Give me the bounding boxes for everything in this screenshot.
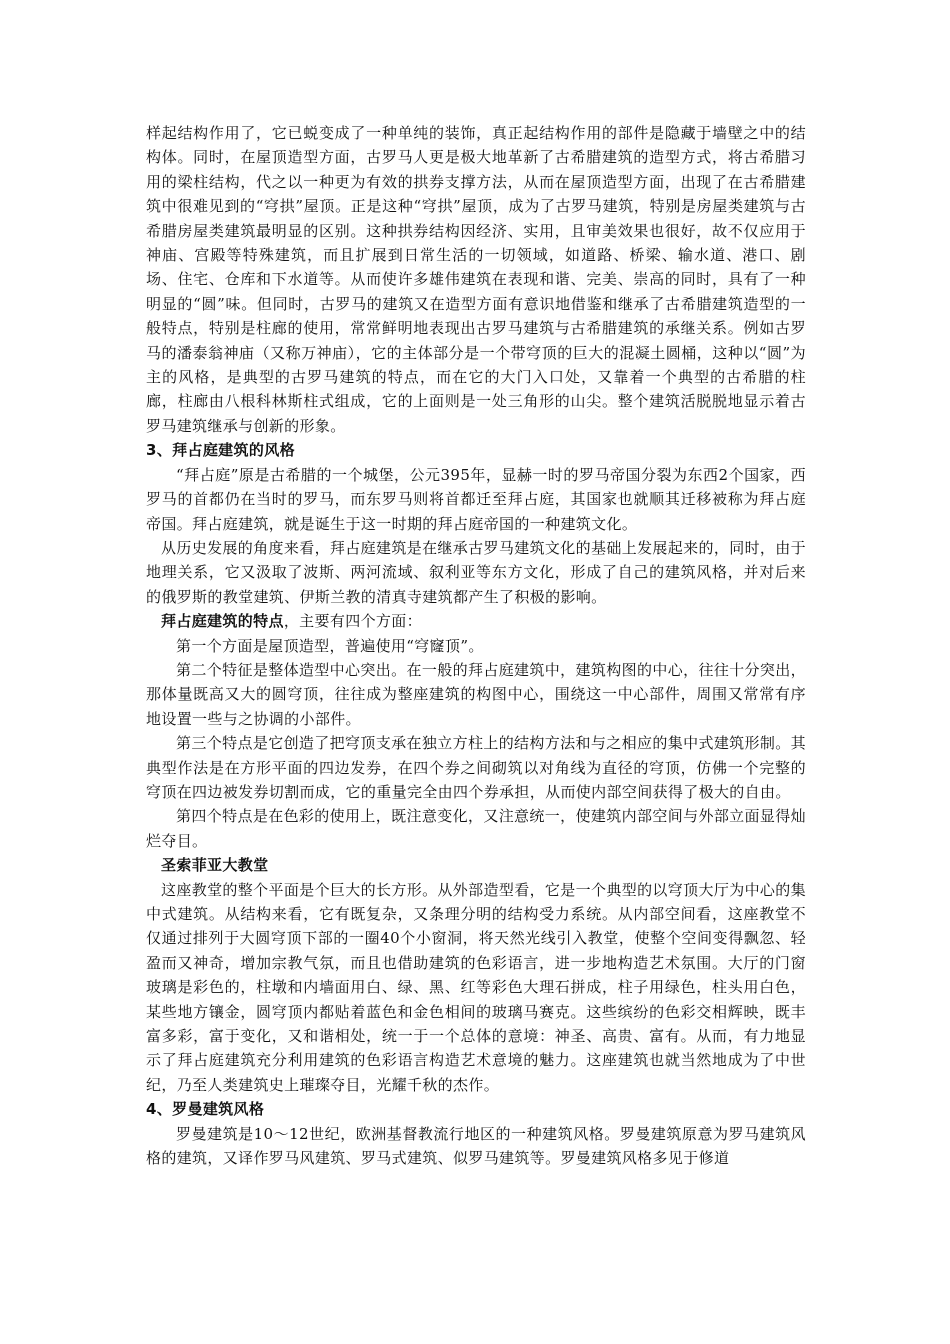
paragraph-byzantine-features-intro	[146, 609, 806, 633]
paragraph-byzantine-history: 从历史发展的角度来看，拜占庭建筑是在继承古罗马建筑文化的基础上发展起来的，同时，由于地理关系，它又汲取了波斯、两河流域、叙利亚等东方文化，形成了自己的建筑风格，并对后来的俄罗斯的教堂建筑、伊斯兰教的清真寺建筑都产生了积极的影响。	[146, 538, 806, 606]
document-page	[146, 121, 806, 1170]
paragraph-roman-continuation: 样起结构作用了，它已蜕变成了一种单纯的装饰，真正起结构作用的部件是隐藏于墙壁之中的结构体。同时，在屋顶造型方面，古罗马人更是极大地革新了古希腊建筑的造型方式，将古希腊习用的梁柱结构，代之以一种更为有效的拱券支撑方法，从而在屋顶造型方面，出现了在古希腊建筑中很难见到的“穹拱”屋顶。正是这种“穹拱”屋顶，成为了古罗马建筑，特别是房屋类建筑与古希腊房屋类建筑最明显的区别。这种拱券结构因经济、实用，且审美效果也很好，故不仅应用于神庙、宫殿等特殊建筑，而且扩展到日常生活的一切领域，如道路、桥梁、输水道、港口、剧场、住宅、仓库和下水道等。从而使许多雄伟建筑在表现和谐、完美、崇高的同时，具有了一种明显的“圆”味。但同时，古罗马的建筑又在造型方面有意识地借鉴和继承了古希腊建筑造型的一般特点，特别是柱廊的使用，常常鲜明地表现出古罗马建筑与古希腊建筑的承继关系。例如古罗马的潘泰翁神庙（又称万神庙），它的主体部分是一个带穹顶的巨大的混凝土圆桶，这种以“圆”为主的风格，是典型的古罗马建筑的特点，而在它的大门入口处，又靠着一个典型的古希腊的柱廊，柱廊由八根科林斯柱式组成，它的上面则是一处三角形的山尖。整个建筑活脱脱地显示着古罗马建筑继承与创新的形象。	[146, 124, 806, 435]
paragraph-feature-four: 第四个特点是在色彩的使用上，既注意变化，又注意统一，使建筑内部空间与外部立面显得灿烂夺目。	[146, 807, 806, 850]
features-intro-text: ，主要有四个方面：	[283, 612, 422, 631]
features-label: 拜占庭建筑的特点	[161, 612, 284, 631]
paragraph-feature-three: 第三个特点是它创造了把穹顶支承在独立方柱上的结构方法和与之相应的集中式建筑形制。其典型作法是在方形平面的四边发券，在四个券之间砌筑以对角线为直径的穹顶，仿佛一个完整的穹顶在四边被发券切割而成，它的重量完全由四个券承担，从而使内部空间获得了极大的自由。	[146, 734, 806, 801]
paragraph-romanesque: 罗曼建筑是10～12世纪，欧洲基督教流行地区的一种建筑风格。罗曼建筑原意为罗马建筑风格的建筑，又译作罗马风建筑、罗马式建筑、似罗马建筑等。罗曼建筑风格多见于修道	[146, 1124, 806, 1168]
heading-hagia-sophia: 圣索菲亚大教堂	[161, 856, 269, 875]
paragraph-feature-two: 第二个特征是整体造型中心突出。在一般的拜占庭建筑中，建筑构图的中心，往往十分突出，那体量既高又大的圆穹顶，往往成为整座建筑的构图中心，围绕这一中心部件，周围又常常有序地设置一些与之协调的小部件。	[146, 660, 806, 728]
paragraph-feature-one: 第一个方面是屋顶造型，普遍使用“穹窿顶”。	[176, 636, 484, 655]
heading-romanesque-style: 4、罗曼建筑风格	[146, 1100, 265, 1119]
paragraph-hagia-sophia: 这座教堂的整个平面是个巨大的长方形。从外部造型看，它是一个典型的以穹顶大厅为中心的集中式建筑。从结构来看，它有既复杂，又条理分明的结构受力系统。从内部空间看，这座教堂不仅通过排列于大圆穹顶下部的一圈40个小窗洞，将天然光线引入教堂，使整个空间变得飘忽、轻盈而又神奇，增加宗教气氛，而且也借助建筑的色彩语言，进一步地构造艺术氛围。大厅的门窗玻璃是彩色的，柱墩和内墙面用白、绿、黑、红等彩色大理石拼成，柱子用绿色，柱头用白色，某些地方镶金，圆穹顶内都贴着蓝色和金色相间的玻璃马赛克。这些缤纷的色彩交相辉映，既丰富多彩，富于变化，又和谐相处，统一于一个总体的意境：神圣、高贵、富有。从而，有力地显示了拜占庭建筑充分利用建筑的色彩语言构造艺术意境的魅力。这座建筑也就当然地成为了中世纪，乃至人类建筑史上璀璨夺目，光耀千秋的杰作。	[146, 880, 806, 1094]
paragraph-byzantium-origin: “拜占庭”原是古希腊的一个城堡，公元395年，显赫一时的罗马帝国分裂为东西2个国家，西罗马的首都仍在当时的罗马，而东罗马则将首都迁至拜占庭，其国家也就顺其迁移被称为拜占庭帝国。拜占庭建筑，就是诞生于这一时期的拜占庭帝国的一种建筑文化。	[146, 465, 806, 533]
heading-byzantine-style: 3、拜占庭建筑的风格	[146, 441, 295, 460]
